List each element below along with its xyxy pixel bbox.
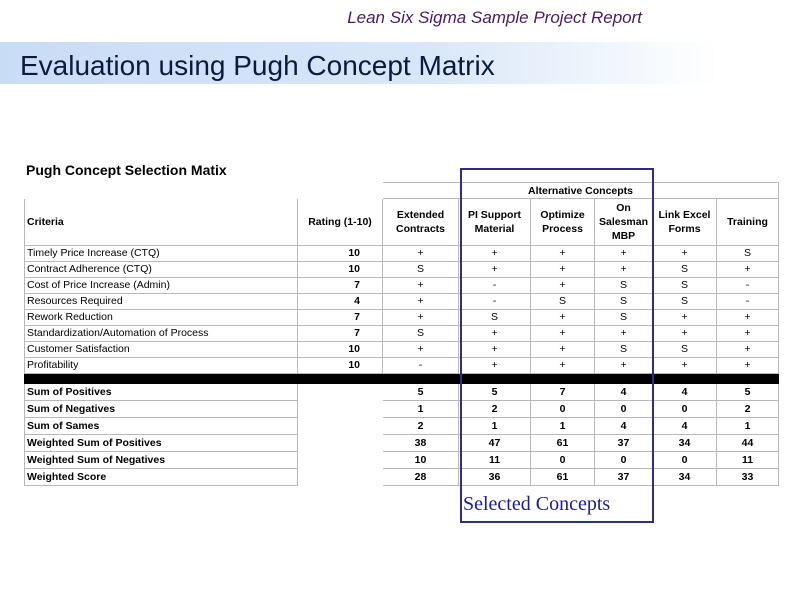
selected-concepts-label: Selected Concepts xyxy=(463,493,611,515)
score-cell: S xyxy=(595,342,653,358)
summary-row xyxy=(25,384,779,401)
score-cell: - xyxy=(459,294,531,310)
score-cell: S xyxy=(653,294,717,310)
rating-cell: 7 xyxy=(298,278,383,294)
summary-value: 2 xyxy=(383,418,459,435)
rating-cell: 7 xyxy=(298,310,383,326)
score-cell: S xyxy=(531,294,595,310)
score-cell: + xyxy=(531,326,595,342)
score-cell: + xyxy=(459,358,531,374)
separator-cell xyxy=(25,374,298,384)
score-cell: + xyxy=(459,342,531,358)
summary-value: 1 xyxy=(459,418,531,435)
separator-cell xyxy=(459,374,531,384)
blank-cell xyxy=(298,183,383,199)
table-row xyxy=(25,262,779,278)
score-cell: + xyxy=(717,262,779,278)
concept-header-on-salesman-mbp: On Salesman MBP xyxy=(595,199,653,246)
alternative-concepts-row xyxy=(25,183,779,199)
score-cell: + xyxy=(595,262,653,278)
summary-value: 44 xyxy=(717,435,779,452)
table-row xyxy=(25,358,779,374)
table-row xyxy=(25,294,779,310)
summary-value: 38 xyxy=(383,435,459,452)
summary-value: 47 xyxy=(459,435,531,452)
summary-value: 11 xyxy=(717,452,779,469)
blank-cell xyxy=(298,401,383,418)
criteria-cell: Customer Satisfaction xyxy=(25,342,298,358)
summary-row xyxy=(25,452,779,469)
criteria-header: Criteria xyxy=(25,199,298,246)
summary-value: 61 xyxy=(531,469,595,486)
table-row xyxy=(25,342,779,358)
concept-header-optimize-process: Optimize Process xyxy=(531,199,595,246)
table-row xyxy=(25,310,779,326)
score-cell: + xyxy=(717,326,779,342)
summary-value: 4 xyxy=(595,384,653,401)
table-row xyxy=(25,326,779,342)
score-cell: + xyxy=(717,310,779,326)
score-cell: + xyxy=(459,262,531,278)
score-cell: S xyxy=(595,310,653,326)
summary-label: Sum of Sames xyxy=(25,418,298,435)
blank-cell xyxy=(298,384,383,401)
separator-cell xyxy=(717,374,779,384)
summary-value: 5 xyxy=(717,384,779,401)
criteria-cell: Timely Price Increase (CTQ) xyxy=(25,246,298,262)
rating-cell: 10 xyxy=(298,358,383,374)
score-cell: + xyxy=(653,358,717,374)
score-cell: S xyxy=(383,326,459,342)
score-cell: + xyxy=(383,246,459,262)
score-cell: S xyxy=(459,310,531,326)
score-cell: + xyxy=(595,246,653,262)
summary-value: 0 xyxy=(595,452,653,469)
blank-cell xyxy=(25,183,298,199)
rating-cell: 4 xyxy=(298,294,383,310)
summary-value: 1 xyxy=(531,418,595,435)
slide-title-band xyxy=(0,42,720,84)
criteria-cell: Cost of Price Increase (Admin) xyxy=(25,278,298,294)
summary-value: 36 xyxy=(459,469,531,486)
rating-cell: 10 xyxy=(298,342,383,358)
summary-value: 0 xyxy=(653,401,717,418)
score-cell: + xyxy=(653,326,717,342)
separator-cell xyxy=(298,374,383,384)
report-header xyxy=(0,0,720,40)
score-cell: S xyxy=(653,262,717,278)
slide-title: Evaluation using Pugh Concept Matrix xyxy=(20,50,495,81)
summary-value: 0 xyxy=(531,401,595,418)
concept-header-pi-support-material: PI Support Material xyxy=(459,199,531,246)
score-cell: + xyxy=(717,358,779,374)
summary-value: 34 xyxy=(653,435,717,452)
summary-row xyxy=(25,469,779,486)
summary-row xyxy=(25,435,779,452)
summary-value: 0 xyxy=(531,452,595,469)
summary-row xyxy=(25,401,779,418)
criteria-cell: Standardization/Automation of Process xyxy=(25,326,298,342)
summary-value: 2 xyxy=(717,401,779,418)
summary-value: 33 xyxy=(717,469,779,486)
rating-cell: 10 xyxy=(298,262,383,278)
separator-cell xyxy=(595,374,653,384)
separator-row xyxy=(25,374,779,384)
table-row xyxy=(25,246,779,262)
matrix-caption: Pugh Concept Selection Matix xyxy=(26,162,227,178)
blank-cell xyxy=(298,418,383,435)
summary-label: Sum of Positives xyxy=(25,384,298,401)
score-cell: + xyxy=(531,278,595,294)
summary-value: 34 xyxy=(653,469,717,486)
criteria-cell: Contract Adherence (CTQ) xyxy=(25,262,298,278)
criteria-cell: Resources Required xyxy=(25,294,298,310)
summary-value: 37 xyxy=(595,435,653,452)
summary-label: Weighted Score xyxy=(25,469,298,486)
summary-label: Weighted Sum of Negatives xyxy=(25,452,298,469)
score-cell: + xyxy=(531,246,595,262)
score-cell: - xyxy=(459,278,531,294)
concept-header-extended-contracts: Extended Contracts xyxy=(383,199,459,246)
summary-value: 1 xyxy=(717,418,779,435)
score-cell: + xyxy=(531,310,595,326)
summary-value: 4 xyxy=(653,384,717,401)
table-row xyxy=(25,278,779,294)
rating-header: Rating (1-10) xyxy=(298,199,383,246)
summary-value: 11 xyxy=(459,452,531,469)
separator-cell xyxy=(383,374,459,384)
score-cell: + xyxy=(653,246,717,262)
score-cell: S xyxy=(653,278,717,294)
blank-cell xyxy=(298,435,383,452)
score-cell: + xyxy=(459,326,531,342)
score-cell: + xyxy=(531,358,595,374)
score-cell: + xyxy=(531,262,595,278)
pugh-matrix-table xyxy=(24,182,779,486)
score-cell: + xyxy=(383,278,459,294)
score-cell: + xyxy=(531,342,595,358)
column-header-row xyxy=(25,199,779,246)
score-cell: + xyxy=(383,310,459,326)
score-cell: - xyxy=(717,278,779,294)
separator-cell xyxy=(531,374,595,384)
separator-cell xyxy=(653,374,717,384)
concept-header-link-excel-forms: Link Excel Forms xyxy=(653,199,717,246)
criteria-cell: Profitability xyxy=(25,358,298,374)
score-cell: + xyxy=(717,342,779,358)
summary-label: Weighted Sum of Positives xyxy=(25,435,298,452)
score-cell: S xyxy=(383,262,459,278)
score-cell: - xyxy=(383,358,459,374)
score-cell: + xyxy=(653,310,717,326)
summary-value: 7 xyxy=(531,384,595,401)
summary-label: Sum of Negatives xyxy=(25,401,298,418)
score-cell: + xyxy=(459,246,531,262)
score-cell: + xyxy=(595,358,653,374)
criteria-cell: Rework Reduction xyxy=(25,310,298,326)
summary-value: 4 xyxy=(595,418,653,435)
report-title: Lean Six Sigma Sample Project Report xyxy=(347,8,642,27)
alternative-concepts-header: Alternative Concepts xyxy=(383,183,779,199)
blank-cell xyxy=(298,469,383,486)
summary-value: 0 xyxy=(653,452,717,469)
score-cell: S xyxy=(595,294,653,310)
summary-value: 37 xyxy=(595,469,653,486)
summary-row xyxy=(25,418,779,435)
summary-value: 10 xyxy=(383,452,459,469)
summary-value: 1 xyxy=(383,401,459,418)
summary-value: 2 xyxy=(459,401,531,418)
summary-value: 61 xyxy=(531,435,595,452)
score-cell: S xyxy=(717,246,779,262)
summary-value: 5 xyxy=(459,384,531,401)
rating-cell: 10 xyxy=(298,246,383,262)
score-cell: + xyxy=(383,294,459,310)
rating-cell: 7 xyxy=(298,326,383,342)
summary-value: 28 xyxy=(383,469,459,486)
summary-value: 0 xyxy=(595,401,653,418)
score-cell: S xyxy=(653,342,717,358)
blank-cell xyxy=(298,452,383,469)
score-cell: + xyxy=(383,342,459,358)
summary-value: 5 xyxy=(383,384,459,401)
score-cell: + xyxy=(595,326,653,342)
summary-value: 4 xyxy=(653,418,717,435)
score-cell: S xyxy=(595,278,653,294)
concept-header-training: Training xyxy=(717,199,779,246)
score-cell: - xyxy=(717,294,779,310)
